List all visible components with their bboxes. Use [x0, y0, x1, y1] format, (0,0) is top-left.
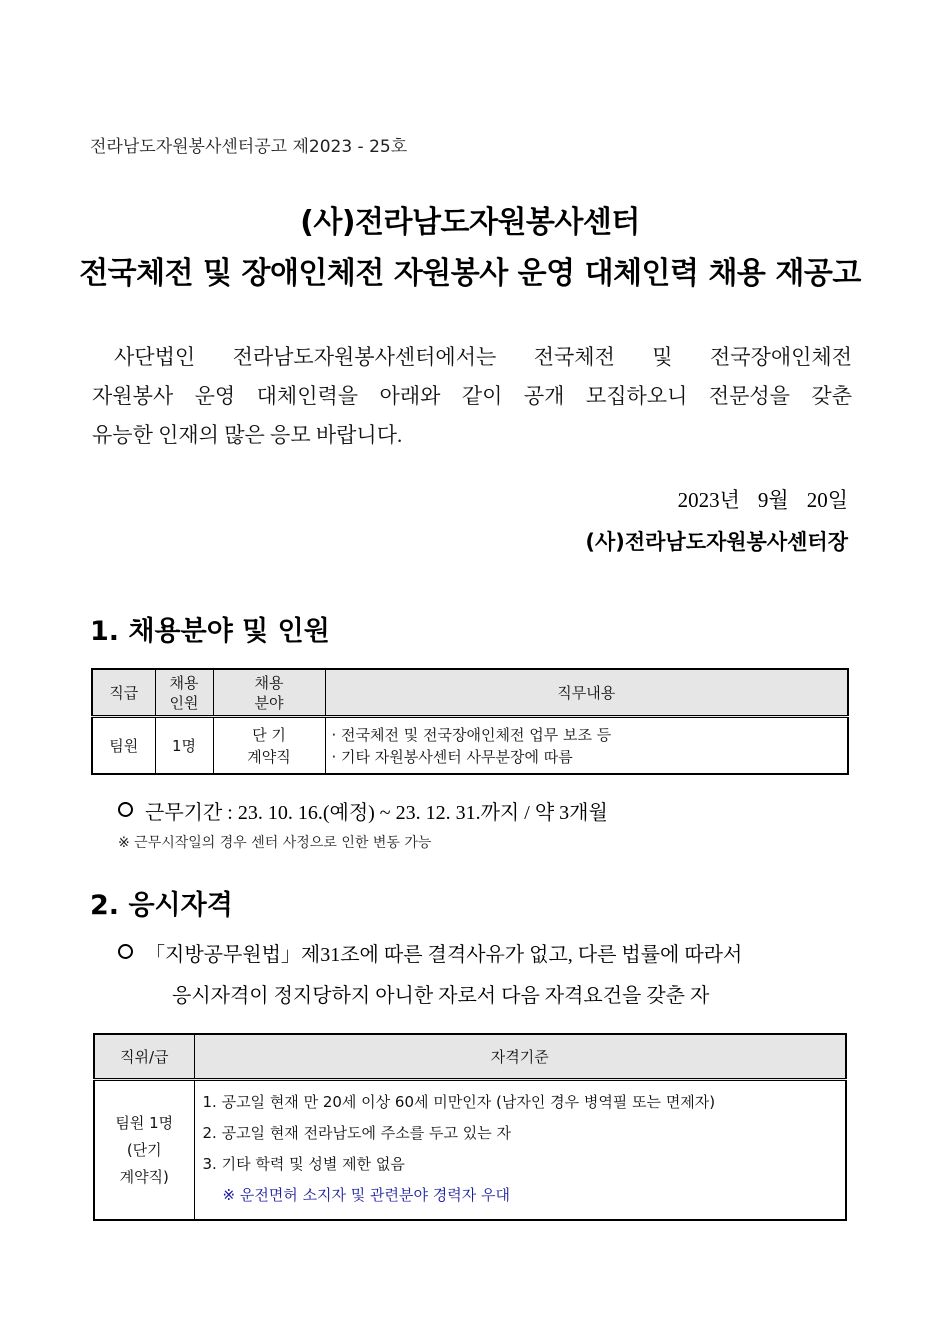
date-day: 20일 [806, 488, 848, 512]
section-title-recruitment: 1. 채용분야 및 인원 [90, 616, 330, 647]
table-header-row [92, 669, 848, 717]
header-count-line: 인원 [169, 693, 199, 712]
cell-field-line: 계약직 [247, 747, 291, 766]
cell-count: 1명 [155, 717, 213, 775]
intro-line: 자원봉사 운영 대체인력을 아래와 같이 공개 모집하오니 전문성을 갖춘 [92, 384, 852, 408]
circle-bullet-icon [118, 944, 133, 959]
cell-criteria [194, 1080, 846, 1221]
table-row [92, 717, 848, 775]
recruitment-table [91, 668, 849, 775]
header-field-line: 채용 [254, 673, 284, 692]
cell-duty [325, 717, 848, 775]
signer: (사)전라남도자원봉사센터장 [585, 530, 848, 554]
qualification-text-line: 「지방공무원법」제31조에 따른 결격사유가 없고, 다른 법률에 따라서 [145, 944, 743, 966]
header-field [213, 669, 325, 717]
target-line: 계약직) [119, 1167, 169, 1186]
circle-bullet-icon [118, 802, 133, 817]
criteria-item: 3. 기타 학력 및 성별 제한 없음 [202, 1155, 405, 1173]
header-duty: 직무내용 [325, 669, 848, 717]
cell-target-position [94, 1080, 194, 1221]
header-field-line: 분야 [254, 693, 284, 712]
header-position: 직위/급 [94, 1034, 194, 1080]
work-period [118, 796, 608, 825]
cell-rank: 팀원 [92, 717, 155, 775]
date-year: 2023년 [677, 488, 740, 512]
document-title-line1: (사)전라남도자원봉사센터 [300, 205, 640, 240]
header-criteria: 자격기준 [194, 1034, 846, 1080]
duty-item: · 전국체전 및 전국장애인체전 업무 보조 등 [331, 725, 612, 744]
header-rank: 직급 [92, 669, 155, 717]
qualification-statement [118, 938, 742, 967]
qualification-text-line: 응시자격이 정지당하지 아니한 자로서 다음 자격요건을 갖춘 자 [172, 985, 710, 1007]
cell-field [213, 717, 325, 775]
intro-paragraph [92, 338, 852, 455]
table-row [94, 1080, 846, 1221]
notice-number: 전라남도자원봉사센터공고 제2023 - 25호 [90, 137, 408, 157]
date-month: 9월 [757, 488, 789, 512]
intro-line: 유능한 인재의 많은 응모 바랍니다. [92, 423, 403, 447]
target-line: (단기 [126, 1140, 162, 1159]
announcement-date [678, 484, 848, 514]
header-count [155, 669, 213, 717]
work-period-text: 근무기간 : 23. 10. 16.(예정) ~ 23. 12. 31.까지 / 약 3개월 [145, 802, 608, 824]
duty-item: · 기타 자원봉사센터 사무분장에 따름 [331, 747, 573, 766]
criteria-item: 2. 공고일 현재 전라남도에 주소를 두고 있는 자 [202, 1124, 512, 1142]
qualification-table [93, 1033, 847, 1221]
criteria-preference-note: ※ 운전면허 소지자 및 관련분야 경력자 우대 [222, 1186, 511, 1204]
target-line: 팀원 1명 [115, 1113, 174, 1132]
intro-line: 사단법인 전라남도자원봉사센터에서는 전국체전 및 전국장애인체전 [114, 345, 852, 369]
work-period-note: ※ 근무시작일의 경우 센터 사정으로 인한 변동 가능 [118, 835, 432, 851]
section-title-qualification: 2. 응시자격 [90, 890, 233, 921]
cell-field-line: 단 기 [252, 725, 286, 744]
criteria-item: 1. 공고일 현재 만 20세 이상 60세 미만인자 (남자인 경우 병역필 또는 면제자) [202, 1093, 716, 1111]
document-title-line2: 전국체전 및 장애인체전 자원봉사 운영 대체인력 채용 재공고 [79, 256, 861, 291]
table-header-row [94, 1034, 846, 1080]
header-count-line: 채용 [169, 673, 199, 692]
